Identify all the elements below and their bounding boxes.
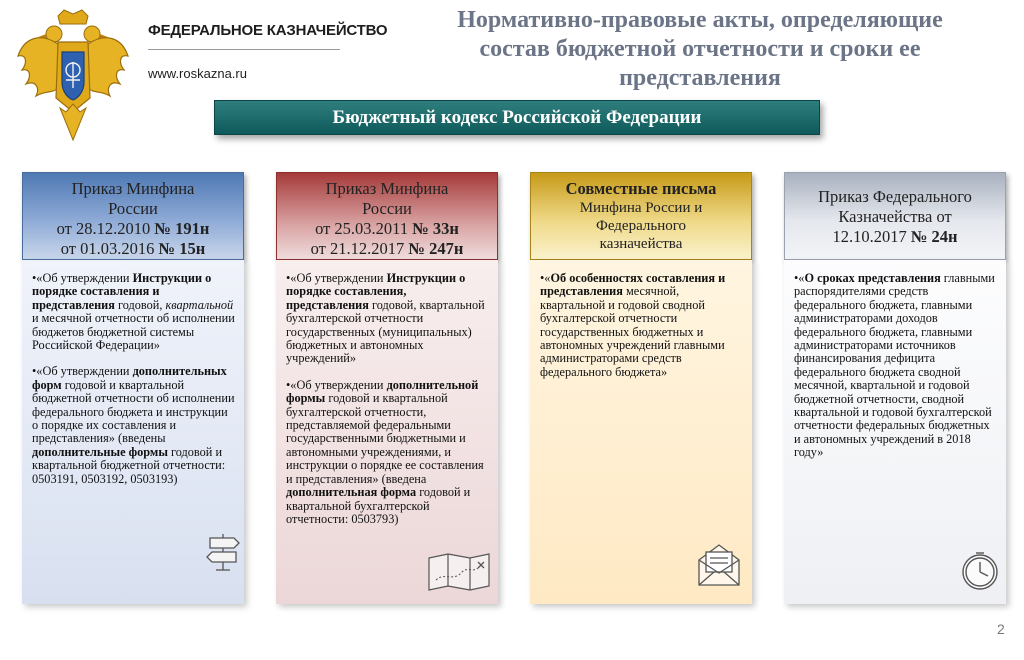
header-line: 12.10.2017 № 24н (832, 227, 958, 246)
header-line: от 25.03.2011 № 33н (315, 219, 459, 238)
header-line: Федерального (595, 218, 687, 234)
header-line: от 01.03.2016 № 15н (60, 239, 206, 258)
divider (148, 49, 340, 50)
header-line: Казначейства от (838, 207, 952, 226)
column-body (276, 260, 498, 604)
header-line: Совместные письма (565, 179, 717, 198)
list-item: •«Об утверждении Инструкции о порядке составления и представления годовой, квартальной и месячной отчетности об исполнении бюджетов бюджетной системы Российской Федерации» (32, 271, 235, 353)
list-item: •«О сроках представления главными распорядителями средств федерального бюджета, главными администраторами доходов федерального бюджета, главными администраторами источников финансирования дефицита федерального бюджета сводной месячной, квартальной и годовой бюджетной отчетности, сводной квартальной и годовой бухгалтерской отчетности федеральных бюджетных и автономных учреждений в 2018 году» (794, 271, 995, 460)
list-item: •«Об утверждении Инструкции о порядке составления, представления годовой, квартальной бухгалтерской отчетности государственных (муниципальных) бюджетных и автономных учреждений» (286, 271, 485, 366)
treasury-eagle-logo (14, 8, 132, 144)
column-header (784, 172, 1006, 260)
header-line: Приказ Минфина (325, 179, 449, 198)
column-order-191n (22, 172, 244, 604)
map-icon (426, 552, 492, 592)
column-body (22, 260, 244, 604)
header-line: казначейства (599, 236, 683, 252)
header-line: России (108, 199, 158, 218)
signpost-icon (206, 530, 242, 572)
page-number: 2 (997, 621, 1005, 637)
header-line: России (362, 199, 412, 218)
header-line: Приказ Федерального (818, 187, 972, 206)
header-line: от 28.12.2010 № 191н (56, 219, 210, 238)
list-item: •«Об особенностях составления и представления месячной, квартальной и годовой сводной бухгалтерской отчетности государственных бюджетных и автономных учреждений главными администраторами средств федерального бюджета» (540, 271, 726, 379)
title-line-1: Нормативно-правовые акты, определяющие (457, 7, 943, 33)
page-title (380, 6, 1020, 93)
title-line-2: состав бюджетной отчетности и сроки ее (479, 36, 921, 62)
header-line: Приказ Минфина (71, 179, 195, 198)
org-url[interactable]: www.roskazna.ru (148, 66, 247, 81)
column-header (276, 172, 498, 260)
column-order-33n (276, 172, 498, 604)
column-header (22, 172, 244, 260)
budget-code-banner: Бюджетный кодекс Российской Федерации (214, 100, 820, 135)
column-body (530, 260, 752, 604)
list-item: •«Об утверждении дополнительной формы годовой и квартальной бухгалтерской отчетности, представляемой федеральными государственными бюджетными и автономными учреждениями, и инструкции о порядке ее составления и представления» (введена дополнительная форма годовой и квартальной бухгалтерской отчетности: 0503793) (286, 377, 484, 526)
title-line-3: представления (619, 65, 781, 91)
clock-icon (960, 550, 1000, 592)
envelope-icon (696, 542, 742, 588)
column-joint-letters (530, 172, 752, 604)
column-body (784, 260, 1006, 604)
column-header (530, 172, 752, 260)
header-line: от 21.12.2017 № 247н (310, 239, 464, 258)
list-item: •«Об утверждении дополнительных форм годовой и квартальной бюджетной отчетности об исполнении федерального бюджета и инструкции о порядке их составления и представления» (введены дополнительные формы годовой и квартальной бюджетной отчетности: 0503191, 0503192, 0503193) (32, 364, 235, 486)
column-treasury-order-24n (784, 172, 1006, 604)
header-line: Минфина России и (579, 200, 703, 216)
org-name: ФЕДЕРАЛЬНОЕ КАЗНАЧЕЙСТВО (148, 22, 388, 39)
